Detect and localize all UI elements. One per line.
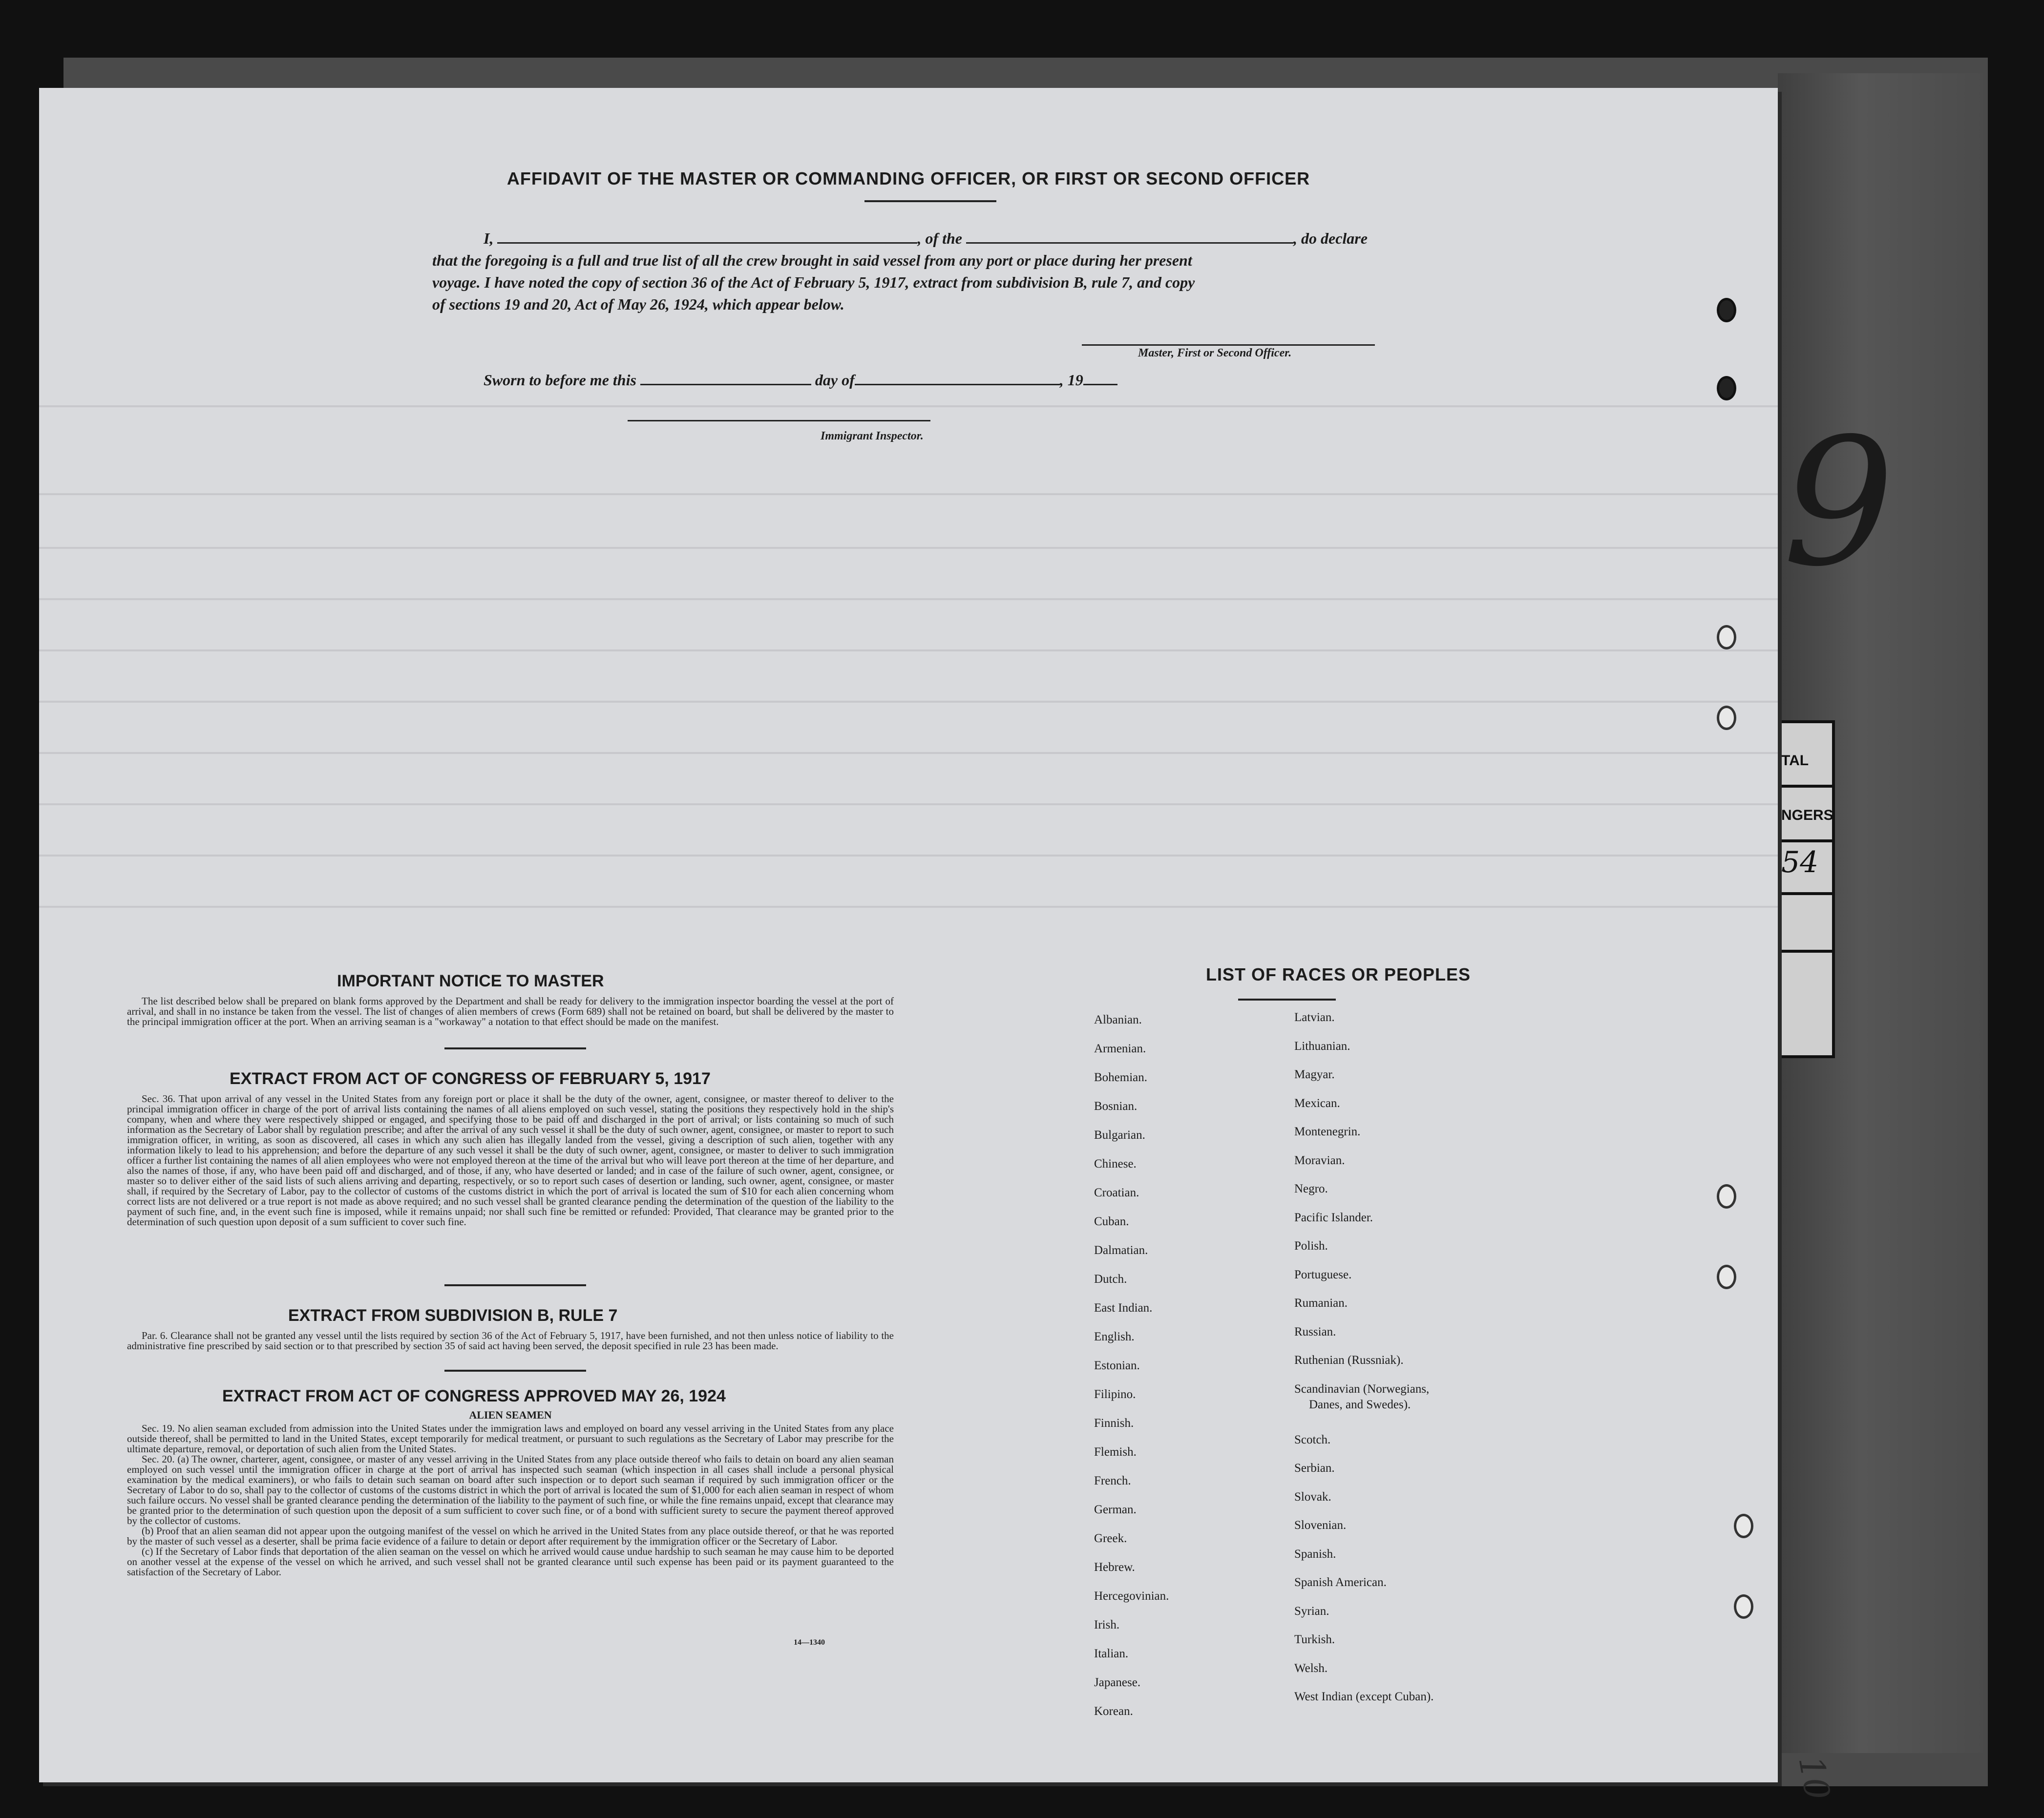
- race-item: Korean.: [1094, 1705, 1133, 1718]
- sworn-label: Sworn to before me this: [484, 371, 636, 389]
- race-item: Polish.: [1294, 1239, 1328, 1253]
- sworn-day-blank[interactable]: [640, 371, 811, 385]
- form-number: 14—1340: [794, 1638, 825, 1647]
- bleed-line: [39, 701, 1778, 703]
- section-36-paragraph: Sec. 36. That upon arrival of any vessel in the United States from any foreign port or place it shall be the duty of the owner, agent, consignee, or master thereof to deliver to the principal immigration officer in charge of the port of arrival lists containing the names of all aliens employed on such vessel, stating the positions they respectively hold in the ship's company, when and where they were respectively shipped or engaged, and specifying those to be paid off and discharged in the port of arrival; or lists containing so much of such information as the Secretary of Labor shall by regulation prescribe; and after the arrival of any such vessel it shall be the duty of such owner, agent, consignee, or master to report to such immigration officer, in writing, as soon as discovered, all cases in which any such alien has illegally landed from the vessel, giving a description of such alien, together with any information likely to lead to his apprehension; and before the departure of any such vessel it shall be the duty of such owner, agent, consignee, or master to deliver to such immigration officer a further list containing the names of all alien employees who were not employed thereon at the time of the arrival but who will leave port thereon at the time of her departure, and also the names of those, if any, who have been paid off and discharged, and of those, if any, who have deserted or landed; and in case of the failure of such owner, agent, consignee, or master so to deliver either of the said lists of such aliens arriving and departing, respectively, or so to report such cases of desertion or landing, such owner, agent, consignee, or master shall, if required by the Secretary of Labor, pay to the collector of customs of the customs district in which the port of arrival is located the sum of $10 for each alien concerning whom correct lists are not delivered or a true report is not made as above required; and no such vessel shall be granted clearance pending the determination of the question of the liability to the payment of such fine, and, in the event such fine is imposed, while it remains unpaid; nor shall such fine be remitted or refunded: Provided, That clearance may be granted prior to the determination of such question upon deposit of a sum sufficient to cover such fine.: [127, 1093, 894, 1228]
- bleed-line: [39, 493, 1778, 495]
- race-item: Italian.: [1094, 1647, 1129, 1660]
- alien-seamen-subtitle: ALIEN SEAMEN: [469, 1409, 552, 1421]
- divider: [1238, 999, 1336, 1001]
- binder-hole: [1717, 706, 1736, 730]
- bleed-line: [39, 855, 1778, 857]
- race-item: Danes, and Swedes).: [1309, 1398, 1411, 1411]
- inspector-signature-line[interactable]: [628, 420, 930, 421]
- bleed-line: [39, 906, 1778, 908]
- race-item: Greek.: [1094, 1532, 1127, 1545]
- sworn-line: [484, 371, 1117, 389]
- race-item: Pacific Islander.: [1294, 1211, 1373, 1224]
- affidavit-line-1: [484, 230, 1368, 248]
- divider: [864, 200, 996, 202]
- race-item: Scotch.: [1294, 1433, 1331, 1446]
- affidavit-line-4: of sections 19 and 20, Act of May 26, 1924, which appear below.: [432, 295, 844, 313]
- master-caption: Master, First or Second Officer.: [1138, 347, 1292, 359]
- total-label-1: TAL: [1778, 723, 1832, 788]
- extract-1917-text: [127, 1094, 894, 1227]
- sworn-month-blank[interactable]: [855, 371, 1060, 385]
- race-item: Turkish.: [1294, 1633, 1335, 1646]
- race-item: Moravian.: [1294, 1153, 1345, 1167]
- section-20a-paragraph: Sec. 20. (a) The owner, charterer, agent, consignee, or master of any vessel arriving in the United States from any place outside thereof who fails to detain on board any alien seaman employed on such vessel until the immigration officer in charge at the port of arrival has inspected such seaman (which inspection in all cases shall include a personal physical examination by the medical examiners), or who fails to detain such seaman on board after such inspection or to deport such seaman if required by such immigration officer or the Secretary of Labor to do so, shall pay to the collector of customs of the customs district in which the port of arrival is located the sum of $1,000 for each alien seaman in respect of whom such failure occurs. No vessel shall be granted clearance pending the determination of the liability to the payment of such fine, or while the fine remains unpaid, except that clearance may be granted prior to the determination of such question upon the deposit of a sum sufficient to cover such fine, or of a bond with sufficient surety to secure the payment thereof approved by the collector of customs.: [127, 1453, 894, 1526]
- race-item: Cuban.: [1094, 1215, 1129, 1228]
- affidavit-line-2: that the foregoing is a full and true list of all the crew brought in said vessel from any port or place during her present: [432, 251, 1192, 269]
- race-item: Slovenian.: [1294, 1519, 1347, 1532]
- race-item: Albanian.: [1094, 1013, 1142, 1026]
- affidavit-heading: AFFIDAVIT OF THE MASTER OR COMMANDING OFFICER, OR FIRST OR SECOND OFFICER: [506, 168, 1310, 188]
- master-signature-line[interactable]: [1082, 344, 1375, 346]
- race-item: Flemish.: [1094, 1445, 1137, 1459]
- race-item: Syrian.: [1294, 1604, 1329, 1618]
- notice-title: IMPORTANT NOTICE TO MASTER: [337, 972, 604, 990]
- bleed-line: [39, 547, 1778, 549]
- race-item: Welsh.: [1294, 1661, 1328, 1675]
- binder-hole: [1717, 1265, 1736, 1289]
- race-item: Latvian.: [1294, 1011, 1335, 1024]
- bleed-line: [39, 405, 1778, 407]
- race-item: Irish.: [1094, 1618, 1120, 1631]
- race-item: Dutch.: [1094, 1273, 1127, 1286]
- inspector-caption: Immigrant Inspector.: [821, 430, 924, 442]
- bleed-line: [39, 598, 1778, 600]
- binder-hole: [1717, 625, 1736, 649]
- race-item: Negro.: [1294, 1182, 1328, 1195]
- divider: [444, 1047, 586, 1049]
- race-item: Dalmatian.: [1094, 1244, 1148, 1257]
- master-name-blank[interactable]: [497, 230, 917, 244]
- race-item: Portuguese.: [1294, 1268, 1352, 1281]
- bleed-line: [39, 803, 1778, 805]
- race-item: Filipino.: [1094, 1388, 1136, 1401]
- race-item: Croatian.: [1094, 1186, 1139, 1199]
- notice-paragraph: The list described below shall be prepared on blank forms approved by the Department and shall be ready for delivery to the immigration inspector boarding the vessel at the port of arrival, and shall in no instance be taken from the vessel. The list of changes of alien members of crews (Form 689) shall not be retained on board, but shall be delivered by the master to the principal immigration officer at the port. When an arriving seaman is a "workaway" a notation to that effect should be made on the manifest.: [127, 995, 894, 1027]
- race-item: Estonian.: [1094, 1359, 1140, 1372]
- race-item: Lithuanian.: [1294, 1039, 1350, 1053]
- race-item: Chinese.: [1094, 1157, 1137, 1170]
- total-label-2: NGERS: [1778, 788, 1832, 842]
- affidavit-i: I,: [484, 230, 494, 247]
- year-prefix: , 19: [1059, 371, 1083, 389]
- margin-number: 10: [1791, 1753, 1838, 1803]
- race-item: Mexican.: [1294, 1096, 1340, 1110]
- vessel-name-blank[interactable]: [966, 230, 1293, 244]
- day-of-label: day of: [815, 371, 855, 389]
- race-item: Finnish.: [1094, 1417, 1134, 1430]
- total-passengers-box: [1775, 720, 1835, 1058]
- section-20c-paragraph: (c) If the Secretary of Labor finds that deportation of the alien seaman on the vessel on which he arrived would cause undue hardship to such seaman he may cause him to be deported on another vessel at the expense of the vessel on which he arrived, and such vessel shall not be granted clearance until such expense has been paid or its payment guaranteed to the satisfaction of the Secretary of Labor.: [127, 1546, 894, 1578]
- subdivision-b-text: [127, 1331, 894, 1351]
- race-item: Spanish American.: [1294, 1576, 1387, 1589]
- total-value: 54: [1778, 842, 1832, 895]
- race-item: Serbian.: [1294, 1462, 1335, 1475]
- binder-hole: [1734, 1514, 1753, 1538]
- bleed-line: [39, 752, 1778, 754]
- race-item: Rumanian.: [1294, 1296, 1348, 1310]
- binder-hole: [1717, 298, 1736, 322]
- affidavit-line-3: voyage. I have noted the copy of section 36 of the Act of February 5, 1917, extract from subdivision B, rule 7, and copy: [432, 273, 1195, 291]
- race-item: East Indian.: [1094, 1301, 1153, 1315]
- total-blank-row: [1778, 895, 1832, 953]
- race-item: Japanese.: [1094, 1676, 1141, 1689]
- extract-1924-title: EXTRACT FROM ACT OF CONGRESS APPROVED MAY 26, 1924: [222, 1387, 726, 1405]
- section-20b-paragraph: (b) Proof that an alien seaman did not appear upon the outgoing manifest of the vessel on which he arrived in the United States from any place outside thereof, or that he was reported by the master of such vessel as a deserter, shall be prima facie evidence of a failure to detain or deport after requirement by the immigration officer or the Secretary of Labor.: [127, 1525, 894, 1547]
- race-item: French.: [1094, 1474, 1131, 1487]
- race-item: Hebrew.: [1094, 1561, 1135, 1574]
- race-item: Bulgarian.: [1094, 1128, 1145, 1142]
- binder-hole: [1717, 1184, 1736, 1209]
- race-item: Bosnian.: [1094, 1100, 1138, 1113]
- notice-text: [127, 996, 894, 1027]
- margin-numeral: 9: [1783, 400, 1895, 605]
- race-item: Ruthenian (Russniak).: [1294, 1354, 1404, 1367]
- binder-hole: [1717, 376, 1736, 400]
- par-6-paragraph: Par. 6. Clearance shall not be granted any vessel until the lists required by section 36 of the Act of February 5, 1917, have been furnished, and not then unless notice of liability to the administrative fine prescribed by said section or to that prescribed by section 35 of said act having been served, the deposit specified in rule 23 has been made.: [127, 1330, 894, 1352]
- section-19-paragraph: Sec. 19. No alien seaman excluded from admission into the United States under the immigration laws and employed on board any vessel arriving in the United States from any place outside thereof, shall be permitted to land in the United States, except temporarily for medical treatment, or pursuant to such regulations as the Secretary of Labor may prescribe for the ultimate departure, removal, or deportation of such alien from the United States.: [127, 1422, 894, 1455]
- race-item: Russian.: [1294, 1325, 1336, 1338]
- race-item: Spanish.: [1294, 1547, 1336, 1561]
- affidavit-declare: , do declare: [1293, 230, 1368, 247]
- binder-hole: [1734, 1594, 1753, 1619]
- race-item: Montenegrin.: [1294, 1125, 1361, 1138]
- race-item: Bohemian.: [1094, 1071, 1148, 1084]
- sworn-year-blank[interactable]: [1083, 371, 1117, 385]
- race-item: Magyar.: [1294, 1068, 1335, 1081]
- affidavit-of-the: , of the: [917, 230, 962, 247]
- extract-1917-title: EXTRACT FROM ACT OF CONGRESS OF FEBRUARY 5, 1917: [230, 1069, 711, 1088]
- extract-1924-text: [127, 1423, 894, 1577]
- races-title: LIST OF RACES OR PEOPLES: [1205, 964, 1471, 984]
- divider: [444, 1370, 586, 1372]
- race-item: West Indian (except Cuban).: [1294, 1690, 1434, 1703]
- race-item: Armenian.: [1094, 1042, 1146, 1055]
- race-item: German.: [1094, 1503, 1137, 1516]
- race-item: Slovak.: [1294, 1490, 1331, 1504]
- race-item: English.: [1094, 1330, 1135, 1343]
- bleed-line: [39, 649, 1778, 651]
- race-item: Hercegovinian.: [1094, 1589, 1169, 1603]
- race-item: Scandinavian (Norwegians,: [1294, 1382, 1430, 1396]
- divider: [444, 1284, 586, 1286]
- subdivision-b-title: EXTRACT FROM SUBDIVISION B, RULE 7: [288, 1306, 618, 1325]
- total-blank-row: [1778, 953, 1832, 1007]
